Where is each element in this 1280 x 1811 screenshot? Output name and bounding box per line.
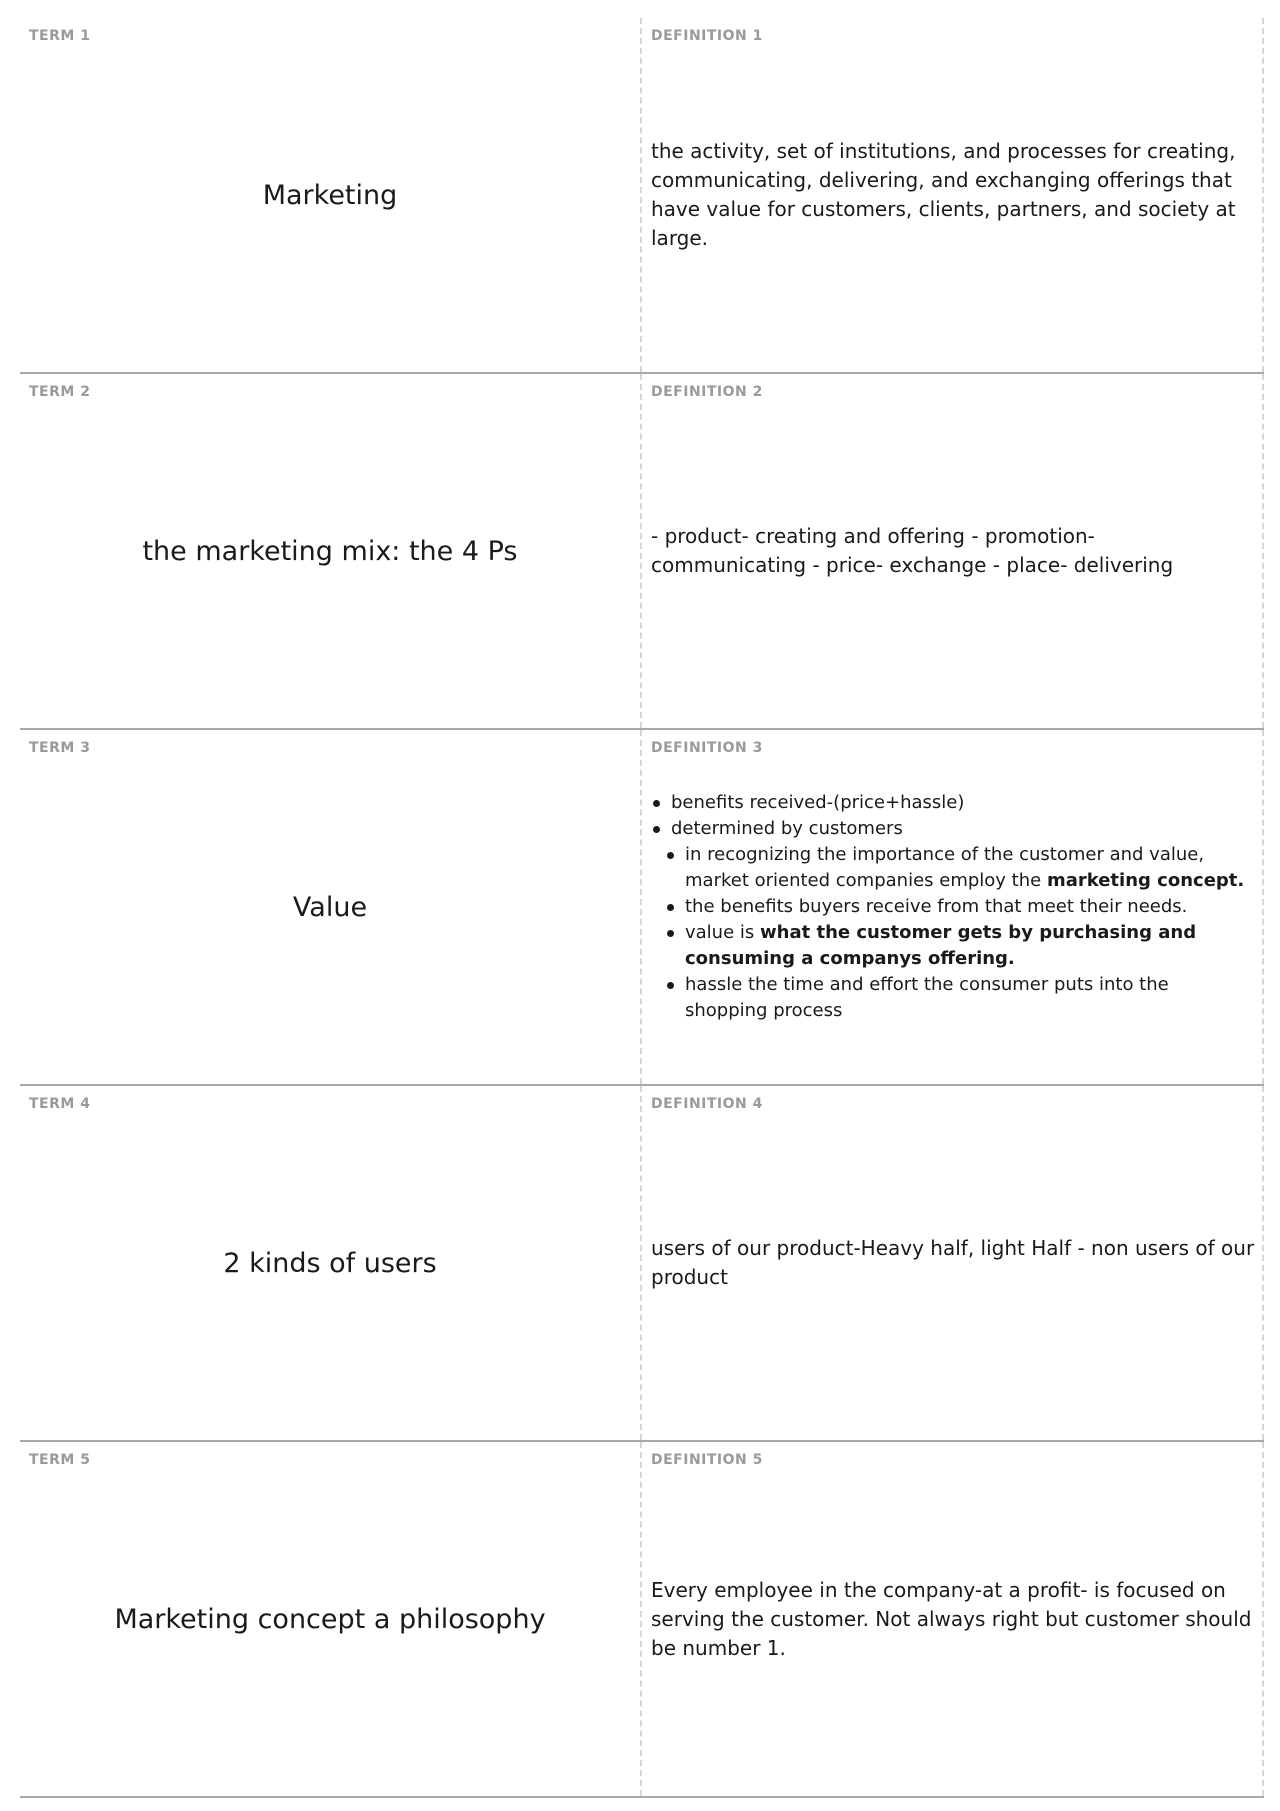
term-cell bbox=[20, 18, 642, 372]
definition-paragraph: - product- creating and offering - promotion- communicating - price- exchange - place- delivering bbox=[651, 524, 1174, 577]
definition-text bbox=[651, 1086, 1256, 1440]
term-label: TERM 3 bbox=[29, 740, 91, 756]
term-cell bbox=[20, 1086, 642, 1440]
definition-paragraph: Every employee in the company-at a profit- is focused on serving the customer. Not always right but customer should be number 1. bbox=[651, 1577, 1252, 1660]
definition-text bbox=[651, 374, 1256, 728]
term-text: Marketing bbox=[262, 179, 398, 211]
list-item bbox=[656, 842, 1256, 894]
definition-cell bbox=[642, 730, 1264, 1084]
flashcard-row bbox=[20, 730, 1264, 1086]
flashcard-row bbox=[20, 18, 1264, 374]
bullet-list bbox=[642, 790, 1256, 842]
definition-label: DEFINITION 4 bbox=[651, 1096, 763, 1112]
definition-paragraph: users of our product-Heavy half, light Half - non users of our product bbox=[651, 1236, 1255, 1289]
term-cell bbox=[20, 374, 642, 728]
term-cell bbox=[20, 1442, 642, 1796]
list-item-text: value is bbox=[685, 922, 760, 943]
definition-cell bbox=[642, 1086, 1264, 1440]
term-label: TERM 1 bbox=[29, 28, 91, 44]
term-text: 2 kinds of users bbox=[223, 1247, 437, 1279]
term-label: TERM 2 bbox=[29, 384, 91, 400]
list-item: hassle the time and effort the consumer puts into the shopping process bbox=[656, 972, 1256, 1024]
definition-label: DEFINITION 5 bbox=[651, 1452, 763, 1468]
sub-bullet-list bbox=[656, 842, 1256, 1024]
definition-text bbox=[651, 18, 1256, 372]
definition-paragraph: the activity, set of institutions, and processes for creating, communicating, delivering, and exchanging offerings that have value for customers, clients, partners, and society at large. bbox=[651, 139, 1236, 250]
list-item-text: in recognizing the importance of the customer and value, market oriented companies employ the bbox=[685, 844, 1205, 891]
term-label: TERM 5 bbox=[29, 1452, 91, 1468]
definition-cell bbox=[642, 374, 1264, 728]
list-item: determined by customers bbox=[642, 816, 1256, 842]
definition-label: DEFINITION 1 bbox=[651, 28, 763, 44]
bold-text: marketing concept. bbox=[1046, 870, 1245, 891]
list-item: benefits received-(price+hassle) bbox=[642, 790, 1256, 816]
term-text: Marketing concept a philosophy bbox=[114, 1603, 546, 1635]
definition-text bbox=[651, 1442, 1256, 1796]
definition-label: DEFINITION 3 bbox=[651, 740, 763, 756]
term-text: the marketing mix: the 4 Ps bbox=[142, 535, 518, 567]
flashcard-row bbox=[20, 1086, 1264, 1442]
flashcard-row bbox=[20, 374, 1264, 730]
term-text: Value bbox=[292, 891, 368, 923]
flashcard-row bbox=[20, 1442, 1264, 1798]
list-item bbox=[656, 920, 1256, 972]
flashcard-sheet bbox=[20, 18, 1264, 1798]
term-label: TERM 4 bbox=[29, 1096, 91, 1112]
definition-cell bbox=[642, 1442, 1264, 1796]
list-item: the benefits buyers receive from that meet their needs. bbox=[656, 894, 1256, 920]
definition-label: DEFINITION 2 bbox=[651, 384, 763, 400]
definition-list bbox=[642, 730, 1256, 1084]
term-cell bbox=[20, 730, 642, 1084]
definition-cell bbox=[642, 18, 1264, 372]
bold-text: what the customer gets by purchasing and consuming a companys offering. bbox=[685, 922, 1197, 969]
